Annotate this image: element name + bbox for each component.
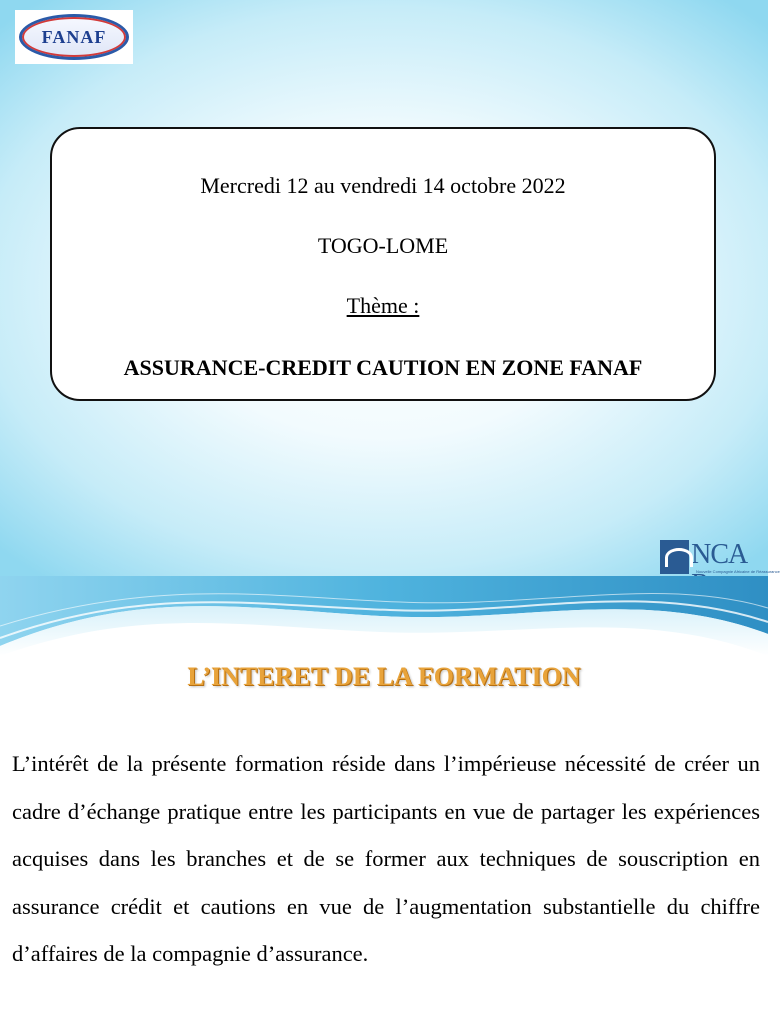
event-info-box <box>50 127 716 401</box>
nca-logo-subtitle: Nouvelle Compagnie Africaine de Réassurance <box>696 569 780 574</box>
theme-label: Thème : <box>346 293 420 318</box>
nca-re-logo-icon <box>660 539 780 576</box>
fanaf-logo-icon <box>15 10 133 64</box>
event-dates: Mercredi 12 au vendredi 14 octobre 2022 <box>200 173 566 198</box>
section-body: L’intérêt de la présente formation réside dans l’impérieuse nécessité de créer un cadre d’échange pratique entre les participants en vue de partager les expériences acquises dans les branches et de se former aux techniques de souscription en assurance crédit et cautions en vue de l’augmentation substantielle du chiffre d’affaires de la compagnie d’assurance. <box>12 751 760 966</box>
fanaf-logo-text: FANAF <box>41 26 107 47</box>
theme-title: ASSURANCE-CREDIT CAUTION EN ZONE FANAF <box>123 355 643 380</box>
section-title: L’INTERET DE LA FORMATION <box>187 662 581 691</box>
content-slide <box>0 576 768 1024</box>
nca-emblem-icon <box>660 540 689 574</box>
event-location: TOGO-LOME <box>317 233 449 258</box>
nca-logo-text: NCA <box>691 539 746 570</box>
wave-decoration-icon <box>0 576 768 656</box>
